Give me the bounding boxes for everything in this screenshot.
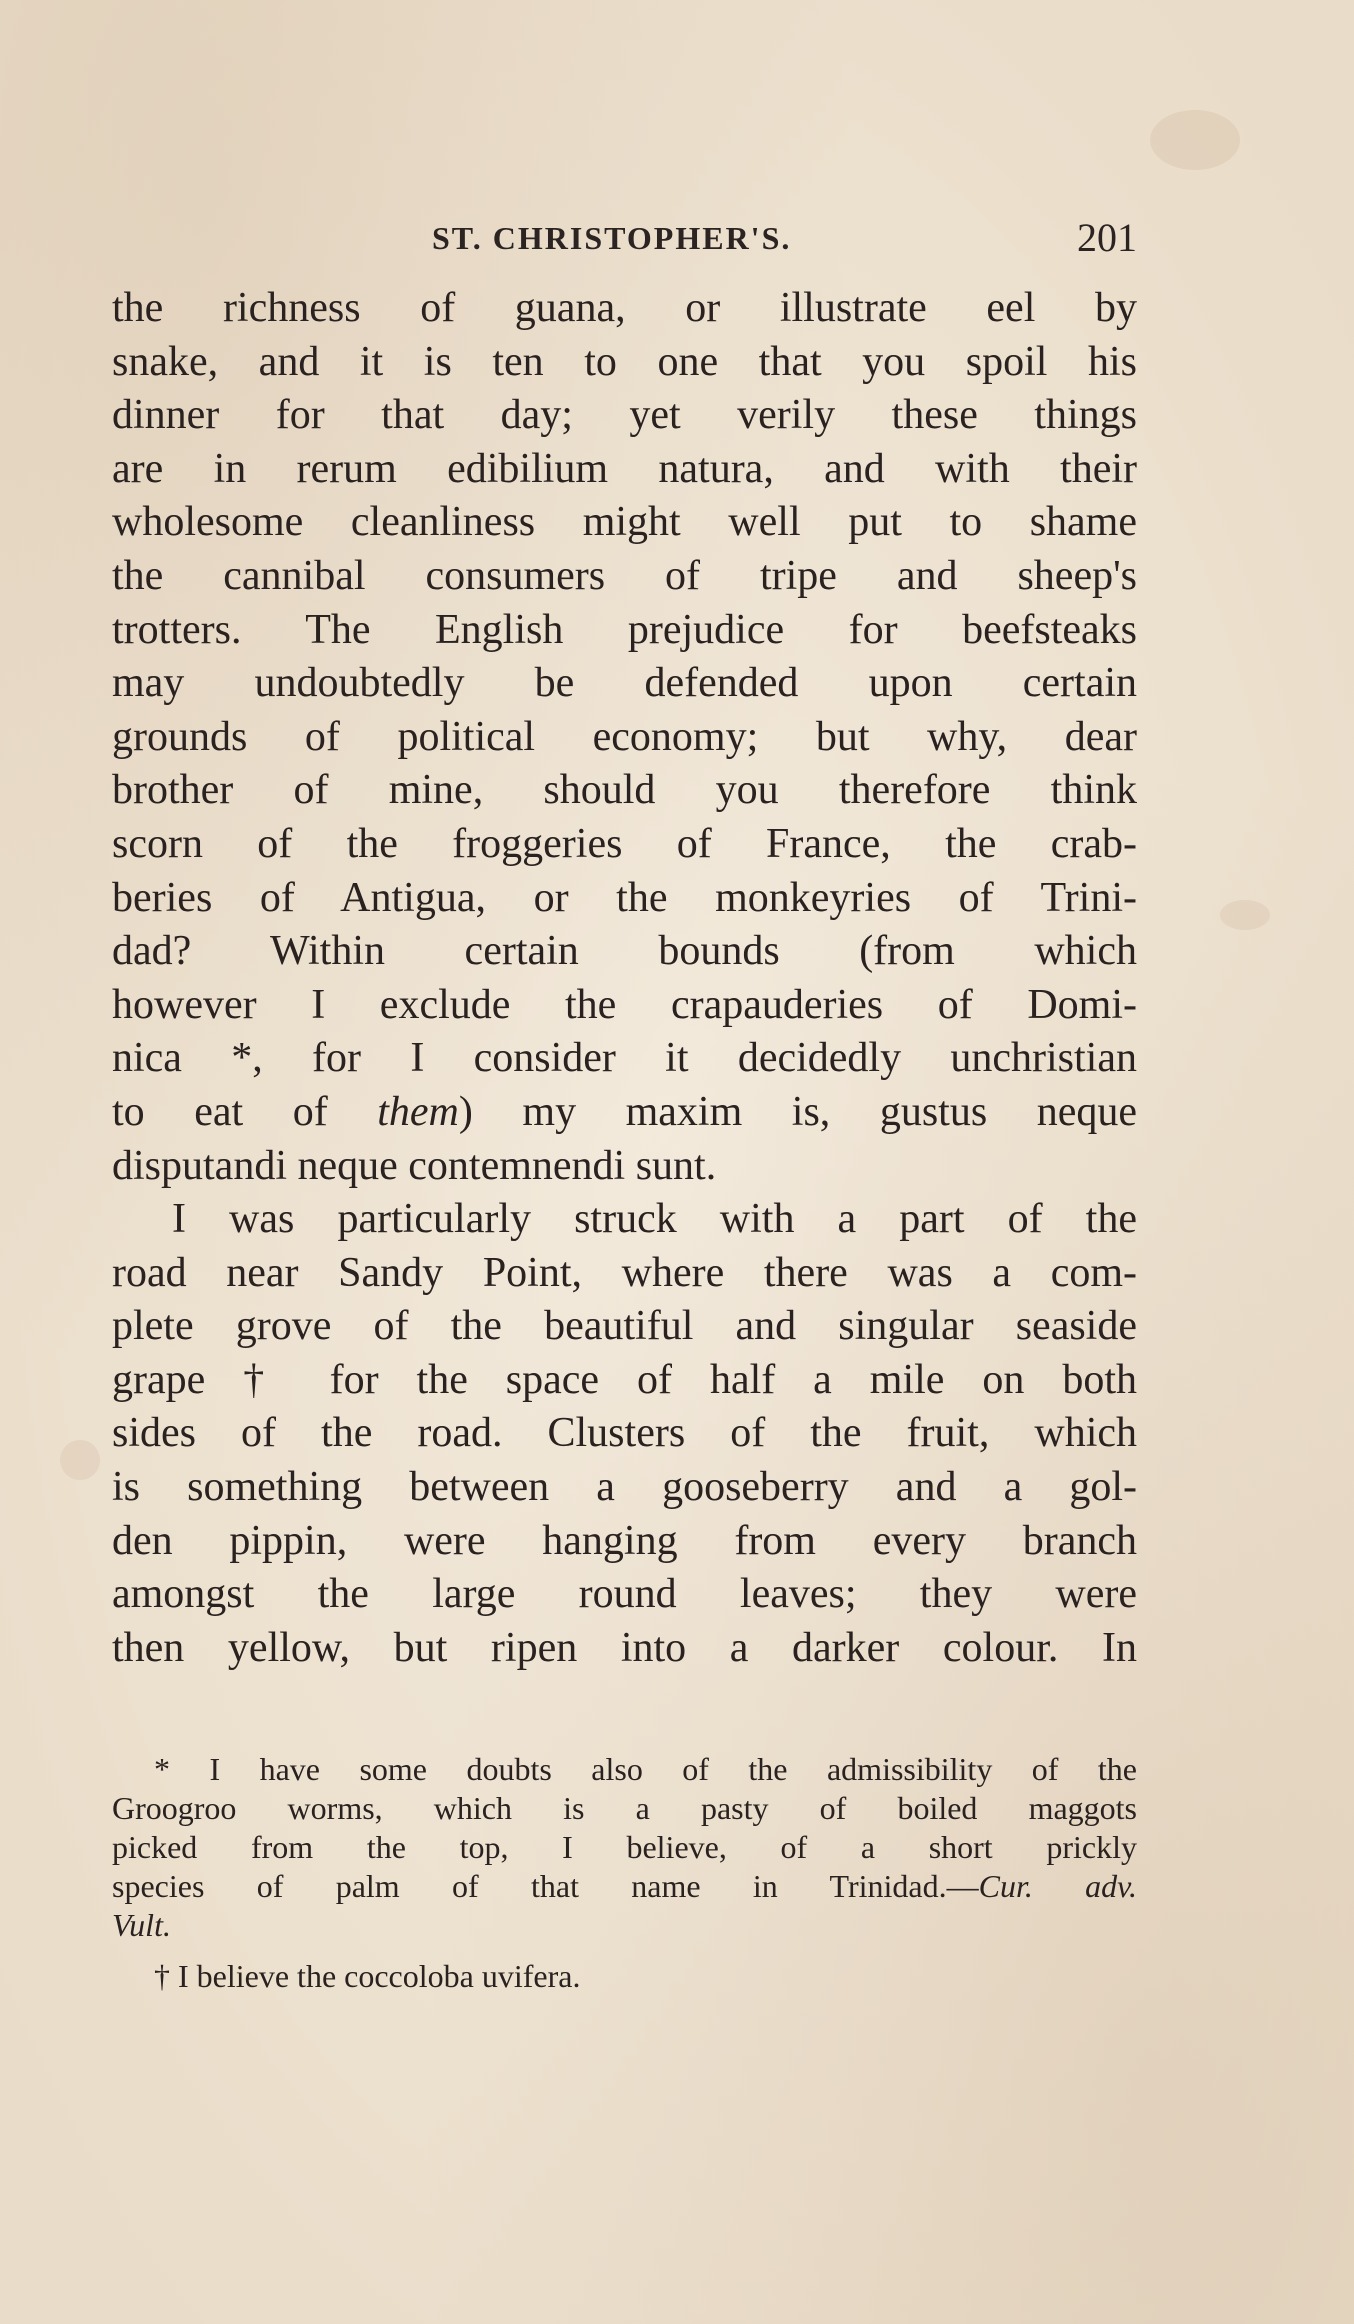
- text-line: amongst the large round leaves; they were: [112, 1571, 1137, 1618]
- footnote-line: [112, 1906, 1137, 1945]
- text-line: grape † for the space of half a mile on both: [112, 1356, 1137, 1403]
- running-head: ST. CHRISTOPHER'S.: [432, 220, 792, 256]
- footnote-line-with-italic: [112, 1867, 1137, 1906]
- text-line: may undoubtedly be defended upon certain: [112, 660, 1137, 707]
- text-line: dinner for that day; yet verily these things: [112, 392, 1137, 439]
- text-line: wholesome cleanliness might well put to shame: [112, 499, 1137, 546]
- text-line: dad? Within certain bounds (from which: [112, 928, 1137, 975]
- text-segment: to eat of: [112, 1088, 328, 1135]
- text-segment: species of palm of that name in Trinidad.—: [112, 1868, 979, 1904]
- text-line: sides of the road. Clusters of the fruit, which: [112, 1410, 1137, 1457]
- text-line: scorn of the froggeries of France, the crab-: [112, 820, 1137, 867]
- page-number: 201: [1077, 215, 1137, 260]
- text-line: are in rerum edibilium natura, and with their: [112, 445, 1137, 492]
- text-line: den pippin, were hanging from every branch: [112, 1517, 1137, 1564]
- text-line: road near Sandy Point, where there was a com-: [112, 1249, 1137, 1296]
- footnote-line: Groogroo worms, which is a pasty of boiled maggots: [112, 1790, 1137, 1826]
- paper-stain: [1220, 900, 1270, 930]
- text-line: disputandi neque contemnendi sunt.: [112, 1142, 717, 1189]
- page-header: [112, 210, 1137, 270]
- text-line: plete grove of the beautiful and singular seaside: [112, 1303, 1137, 1350]
- text-line: trotters. The English prejudice for beefsteaks: [112, 606, 1137, 653]
- italic-citation: Vult.: [112, 1907, 171, 1943]
- text-line: is something between a gooseberry and a gol-: [112, 1464, 1137, 1511]
- text-line: however I exclude the crapauderies of Domi-: [112, 981, 1137, 1028]
- footnote-gap: [112, 1945, 1137, 1957]
- footnote-line: † I believe the coccoloba uvifera.: [154, 1958, 581, 1994]
- text-line: beries of Antigua, or the monkeyries of Trini-: [112, 874, 1137, 921]
- text-line: I was particularly struck with a part of the: [172, 1196, 1137, 1243]
- paragraph-1: [112, 282, 1137, 1193]
- text-line: the richness of guana, or illustrate eel by: [112, 285, 1137, 331]
- text-line: brother of mine, should you therefore think: [112, 767, 1137, 814]
- paper-stain: [1150, 110, 1240, 170]
- italic-word: them: [377, 1088, 459, 1135]
- text-line-with-italic: [112, 1086, 1137, 1140]
- paragraph-2: [112, 1193, 1137, 1675]
- italic-citation: Cur. adv.: [978, 1868, 1137, 1904]
- text-line: grounds of political economy; but why, dear: [112, 713, 1137, 760]
- text-line: the cannibal consumers of tripe and sheep's: [112, 552, 1137, 599]
- footnote-asterisk: [112, 1750, 1137, 1945]
- text-line: snake, and it is ten to one that you spoil his: [112, 338, 1137, 385]
- footnote-line: picked from the top, I believe, of a short prickly: [112, 1829, 1137, 1865]
- text-line: nica *, for I consider it decidedly unchristian: [112, 1035, 1137, 1082]
- footnote-line: * I have some doubts also of the admissibility of the: [154, 1751, 1137, 1787]
- text-line: then yellow, but ripen into a darker colour. In: [112, 1624, 1137, 1671]
- paper-stain: [60, 1440, 100, 1480]
- footnotes: [112, 1750, 1137, 1996]
- text-segment: ) my maxim is, gustus neque: [458, 1088, 1137, 1135]
- body-text: [112, 282, 1137, 1675]
- footnote-dagger: [112, 1957, 1137, 1996]
